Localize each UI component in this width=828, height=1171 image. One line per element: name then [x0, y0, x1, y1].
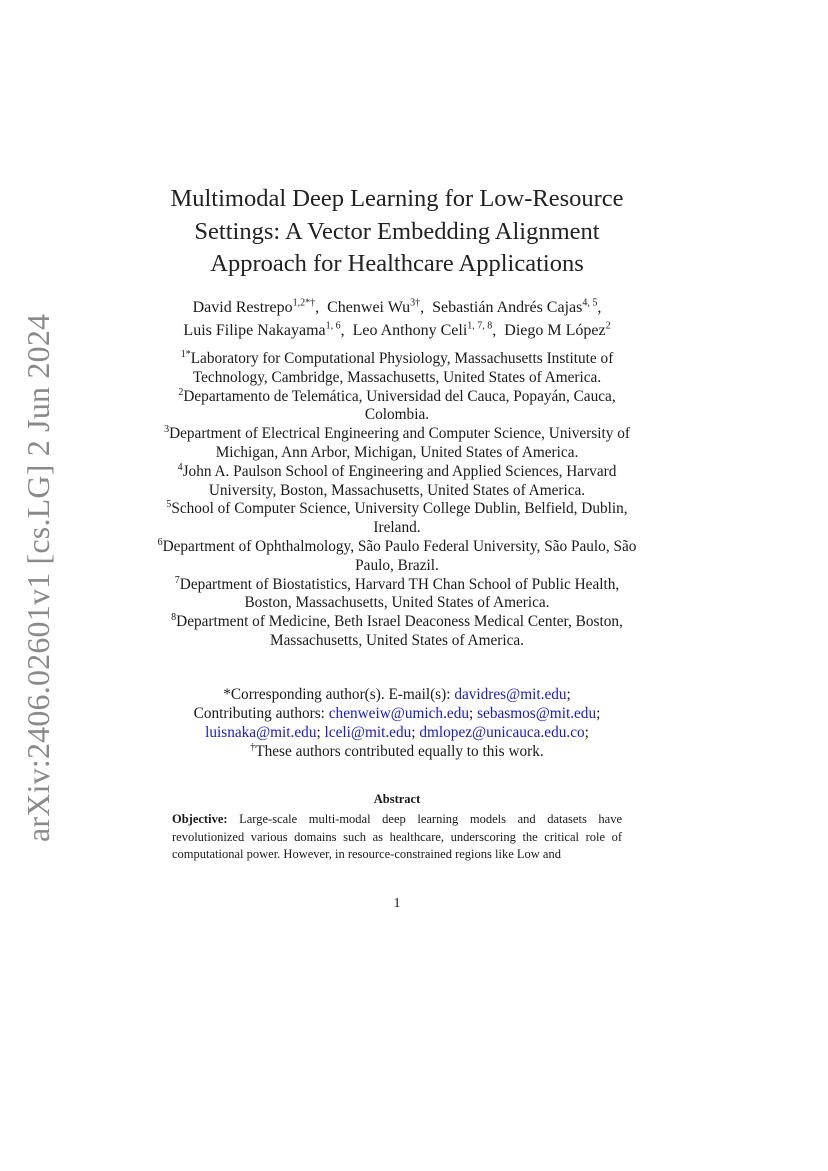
affiliation: $^4$John A. Paulson School of Engineering and Applied Sciences, Harvard University, Boston, Massachusetts, United States of America.	[177, 461, 617, 499]
email-link[interactable]: sebasmos@mit.edu	[477, 705, 597, 722]
email-link[interactable]: dmlopez@unicauca.edu.co	[419, 724, 585, 741]
author: Leo Anthony Celi$^{1, 7, 8}$	[352, 320, 493, 339]
email-link[interactable]: luisnaka@mit.edu	[205, 724, 317, 741]
author: Diego M López$^2$	[504, 320, 611, 339]
corresponding-label: *Corresponding author(s). E-mail(s):	[223, 686, 455, 703]
affiliation: $^6$Department of Ophthalmology, São Paulo Federal University, São Paulo, São Paulo, Brazil.	[157, 536, 637, 574]
page-number: 1	[393, 896, 401, 911]
contact-block: *Corresponding author(s). E-mail(s): davidres@mit.edu; Contributing authors: chenweiw@umich.edu; sebasmos@mit.edu; luisnaka@mit.edu; lceli@mit.edu; dmlopez@unicauca.edu.co; †These authors contributed equally to this work.	[193, 686, 601, 760]
equal-contribution-note: These authors contributed equally to this work.	[255, 743, 544, 760]
dagger-mark: †	[250, 741, 256, 753]
abstract-text	[172, 811, 622, 864]
author-list: David Restrepo$^{1,2*\dagger}$, Chenwei $Wu^{3\dagger}$, Sebastián Andrés Cajas$^{4, 5}$, Luis Filipe Nakayama$^{1, 6}$, Leo Anthony Celi$^{1, 7, 8}$, Diego M López$^2$	[183, 297, 611, 339]
affiliation: $^3$Department of Electrical Engineering and Computer Science, University of Michigan, Ann Arbor, Michigan, United States of America.	[164, 424, 630, 461]
affiliation: $^2$Departamento de Telemática, Universidad del Cauca, Popayán, Cauca, Colombia.	[178, 386, 616, 424]
arxiv-identifier: arXiv:2406.02601v1 [cs.LG] 2 Jun 2024	[20, 313, 56, 842]
author: Luis Filipe Nakayama$^{1, 6}$	[183, 320, 341, 339]
author: Chenwei $Wu^{3\dagger}$	[327, 297, 421, 316]
email-link[interactable]: davidres@mit.edu	[454, 686, 567, 703]
author: Sebastián Andrés Cajas$^{4, 5}$	[432, 297, 598, 316]
affiliation: $^5$School of Computer Science, University College Dublin, Belfield, Dublin, Ireland.	[166, 499, 628, 537]
abstract-paragraph: Large-scale multi-modal deep learning models and datasets have revolutionized various domains such as healthcare, underscoring the critical role of computational power. However, in resource-constrained regions like Low and	[172, 812, 622, 861]
abstract-label: Objective:	[172, 812, 228, 826]
abstract-heading: Abstract	[373, 792, 421, 806]
email-link[interactable]: lceli@mit.edu	[324, 724, 412, 741]
paper-title: Multimodal Deep Learning for Low-Resource Settings: A Vector Embedding Alignment Approach for Healthcare Applications	[170, 185, 624, 277]
affiliation: $^7$Department of Biostatistics, Harvard TH Chan School of Public Health, Boston, Massachusetts, United States of America.	[174, 574, 620, 612]
affiliation-list	[150, 350, 644, 651]
affiliation: $^{1*}$Laboratory for Computational Physiology, Massachusetts Institute of Technology, Cambridge, Massachusetts, United States of America.	[180, 348, 614, 386]
contributing-label: Contributing authors:	[193, 705, 329, 722]
author: David Restrepo$^{1,2*\dagger}$	[192, 297, 316, 316]
email-link[interactable]: chenweiw@umich.edu	[328, 705, 469, 722]
affiliation: $^8$Department of Medicine, Beth Israel Deaconess Medical Center, Boston, Massachusetts, United States of America.	[171, 612, 623, 649]
